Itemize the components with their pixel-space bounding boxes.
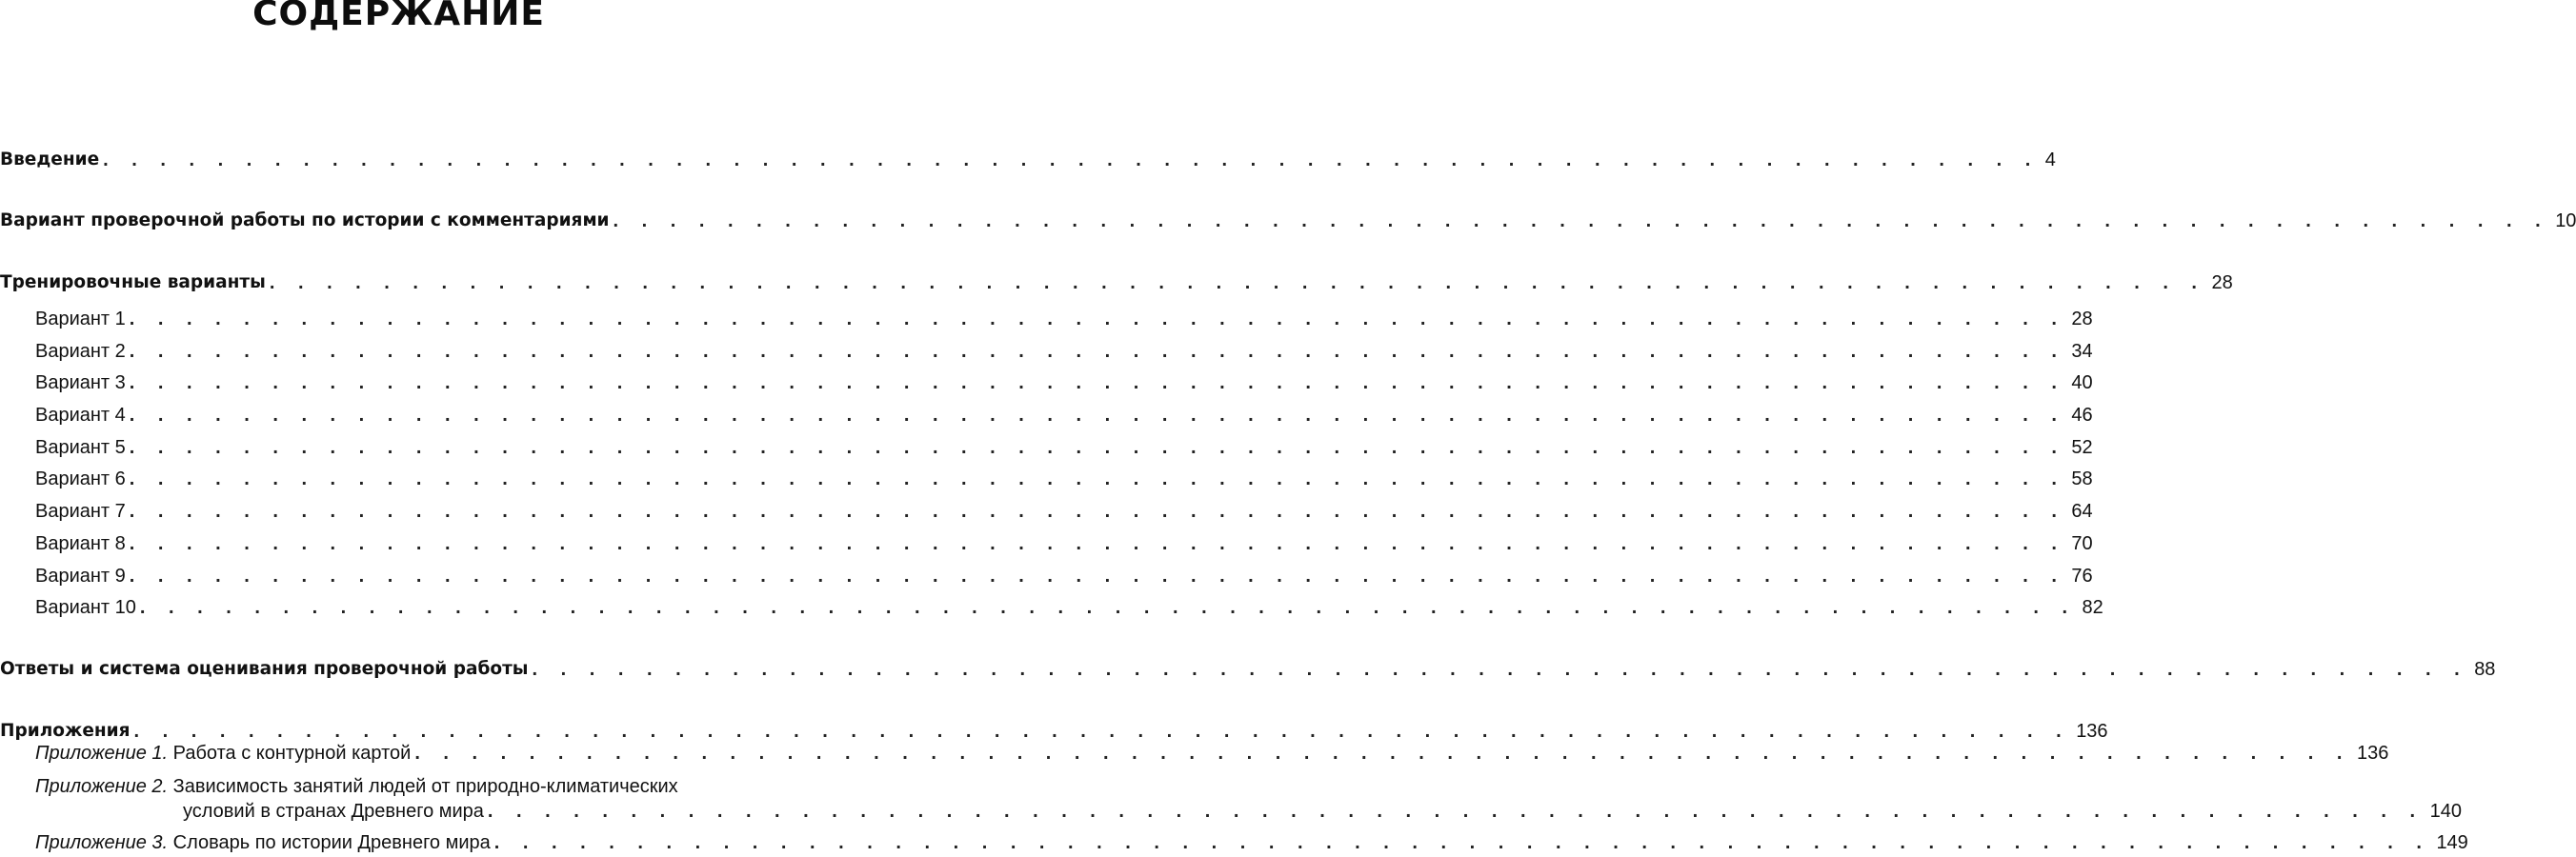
toc-entry-page: 82 — [2082, 597, 2103, 618]
toc-entry-page: 40 — [2071, 372, 2093, 393]
dot-leader: . . . . . . . . . . . . . . . . . . . . . . . . . . . . . . . . . . . . . . . . . . . . . . . . . . . . . . . . . . . . . . . . . . . . — [103, 149, 2040, 170]
appendix-prefix: Приложение 1. — [35, 743, 169, 764]
toc-entry-variant-8[interactable] — [35, 528, 2093, 555]
toc-entry-label: Введение — [0, 149, 100, 169]
page-title: СОДЕРЖАНИЕ — [252, 0, 545, 33]
toc-entry-label: Вариант 1 — [35, 309, 126, 329]
toc-entry-variant-6[interactable] — [35, 464, 2093, 490]
toc-entry-page: 149 — [2436, 832, 2468, 853]
appendix-prefix: Приложение 2. — [35, 776, 169, 797]
toc-entry-label: Работа с контурной картой — [172, 743, 412, 764]
toc-entry-page: 64 — [2071, 501, 2093, 522]
toc-entry-label: Вариант 8 — [35, 533, 126, 554]
toc-entry-page: 34 — [2071, 341, 2093, 362]
toc-entry-label: Зависимость занятий людей от природно-климатических — [172, 776, 678, 797]
dot-leader: . . . . . . . . . . . . . . . . . . . . . . . . . . . . . . . . . . . . . . . . . . . . . . . . . . . . . . . . . . . . . . . . . . . . — [129, 533, 2066, 554]
dot-leader: . . . . . . . . . . . . . . . . . . . . . . . . . . . . . . . . . . . . . . . . . . . . . . . . . . . . . . . . . . . . . . . . . . . . — [269, 272, 2206, 293]
dot-leader: . . . . . . . . . . . . . . . . . . . . . . . . . . . . . . . . . . . . . . . . . . . . . . . . . . . . . . . . . . . . . . . . . . . . — [129, 309, 2066, 329]
dot-leader: . . . . . . . . . . . . . . . . . . . . . . . . . . . . . . . . . . . . . . . . . . . . . . . . . . . . . . . . . . . . . . . . . . . . — [129, 372, 2066, 393]
toc-entry-page: 136 — [2356, 743, 2389, 764]
toc-entry-label: Вариант 9 — [35, 566, 126, 587]
toc-entry-variant-7[interactable] — [35, 496, 2093, 523]
toc-entry-label: Вариант 5 — [35, 437, 126, 458]
dot-leader: . . . . . . . . . . . . . . . . . . . . . . . . . . . . . . . . . . . . . . . . . . . . . . . . . . . . . . . . . . . . . . . . . . . . — [129, 437, 2066, 458]
dot-leader: . . . . . . . . . . . . . . . . . . . . . . . . . . . . . . . . . . . . . . . . . . . . . . . . . . . . . . . . . . . . . . . . . . . . — [139, 597, 2077, 618]
toc-entry-label: Вариант 3 — [35, 372, 126, 393]
dot-leader: . . . . . . . . . . . . . . . . . . . . . . . . . . . . . . . . . . . . . . . . . . . . . . . . . . . . . . . . . . . . . . . . . . . . — [129, 566, 2066, 587]
dot-leader: . . . . . . . . . . . . . . . . . . . . . . . . . . . . . . . . . . . . . . . . . . . . . . . . . . . . . . . . . . . . . . . . . . . . — [493, 832, 2431, 853]
toc-entry-label: Вариант 2 — [35, 341, 126, 362]
toc-entry-variant-2[interactable] — [35, 336, 2093, 363]
toc-entry-page: 76 — [2071, 566, 2093, 587]
toc-entry-label: Вариант 10 — [35, 597, 136, 618]
toc-entry-label: Приложения — [0, 721, 131, 741]
toc-entry-label: Вариант 7 — [35, 501, 126, 522]
toc-entry-page: 88 — [2474, 659, 2496, 680]
toc-entry-variant-9[interactable] — [35, 561, 2093, 588]
dot-leader: . . . . . . . . . . . . . . . . . . . . . . . . . . . . . . . . . . . . . . . . . . . . . . . . . . . . . . . . . . . . . . . . . . . . — [133, 721, 2071, 742]
toc-entry-page: 52 — [2071, 437, 2093, 458]
dot-leader: . . . . . . . . . . . . . . . . . . . . . . . . . . . . . . . . . . . . . . . . . . . . . . . . . . . . . . . . . . . . . . . . . . . . — [129, 341, 2066, 362]
toc-entry-page: 58 — [2071, 468, 2093, 489]
toc-entry-page: 4 — [2044, 149, 2056, 170]
toc-entry-page: 70 — [2071, 533, 2093, 554]
toc-entry-label: Вариант проверочной работы по истории с комментариями — [0, 210, 610, 230]
dot-leader: . . . . . . . . . . . . . . . . . . . . . . . . . . . . . . . . . . . . . . . . . . . . . . . . . . . . . . . . . . . . . . . . . . . . — [414, 743, 2351, 764]
toc-entry-intro[interactable] — [0, 145, 2056, 171]
toc-entry-page: 136 — [2076, 721, 2108, 742]
toc-entry-page: 28 — [2071, 309, 2093, 329]
dot-leader: . . . . . . . . . . . . . . . . . . . . . . . . . . . . . . . . . . . . . . . . . . . . . . . . . . . . . . . . . . . . . . . . . . . . — [487, 801, 2425, 822]
dot-leader: . . . . . . . . . . . . . . . . . . . . . . . . . . . . . . . . . . . . . . . . . . . . . . . . . . . . . . . . . . . . . . . . . . . . — [129, 501, 2066, 522]
toc-entry-label: Словарь по истории Древнего мира — [172, 832, 491, 853]
toc-entry-page: 10 — [2555, 210, 2576, 231]
dot-leader: . . . . . . . . . . . . . . . . . . . . . . . . . . . . . . . . . . . . . . . . . . . . . . . . . . . . . . . . . . . . . . . . . . . . — [613, 210, 2550, 231]
toc-entry-label: Вариант 6 — [35, 468, 126, 489]
toc-entry-appendices[interactable] — [0, 716, 2108, 743]
toc-entry-label: Тренировочные варианты — [0, 272, 266, 292]
dot-leader: . . . . . . . . . . . . . . . . . . . . . . . . . . . . . . . . . . . . . . . . . . . . . . . . . . . . . . . . . . . . . . . . . . . . — [129, 405, 2066, 426]
appendix-prefix: Приложение 3. — [35, 832, 169, 853]
toc-entry-page: 46 — [2071, 405, 2093, 426]
toc-entry-appendix-3[interactable] — [35, 830, 2468, 855]
toc-entry-page: 28 — [2211, 272, 2233, 293]
toc-entry-variant-5[interactable] — [35, 432, 2093, 459]
toc-entry-label-continued: условий в странах Древнего мира — [183, 801, 484, 822]
toc-entry-label: Вариант 4 — [35, 405, 126, 426]
toc-entry-training[interactable] — [0, 268, 2233, 294]
dot-leader: . . . . . . . . . . . . . . . . . . . . . . . . . . . . . . . . . . . . . . . . . . . . . . . . . . . . . . . . . . . . . . . . . . . . — [532, 659, 2469, 680]
toc-entry-appendix-1[interactable] — [35, 741, 2389, 766]
toc-entry-answers[interactable] — [0, 654, 2496, 681]
toc-entry-variant-3[interactable] — [35, 368, 2093, 394]
dot-leader: . . . . . . . . . . . . . . . . . . . . . . . . . . . . . . . . . . . . . . . . . . . . . . . . . . . . . . . . . . . . . . . . . . . . — [129, 468, 2066, 489]
toc-entry-appendix-2[interactable] — [35, 774, 2462, 824]
toc-entry-variant-4[interactable] — [35, 400, 2093, 427]
toc-entry-variant-1[interactable] — [35, 304, 2093, 330]
toc-entry-variant-10[interactable] — [35, 592, 2103, 619]
toc-entry-label: Ответы и система оценивания проверочной работы — [0, 659, 529, 679]
toc-entry-page: 140 — [2429, 801, 2462, 822]
toc-entry-variant-comments[interactable] — [0, 206, 2576, 232]
